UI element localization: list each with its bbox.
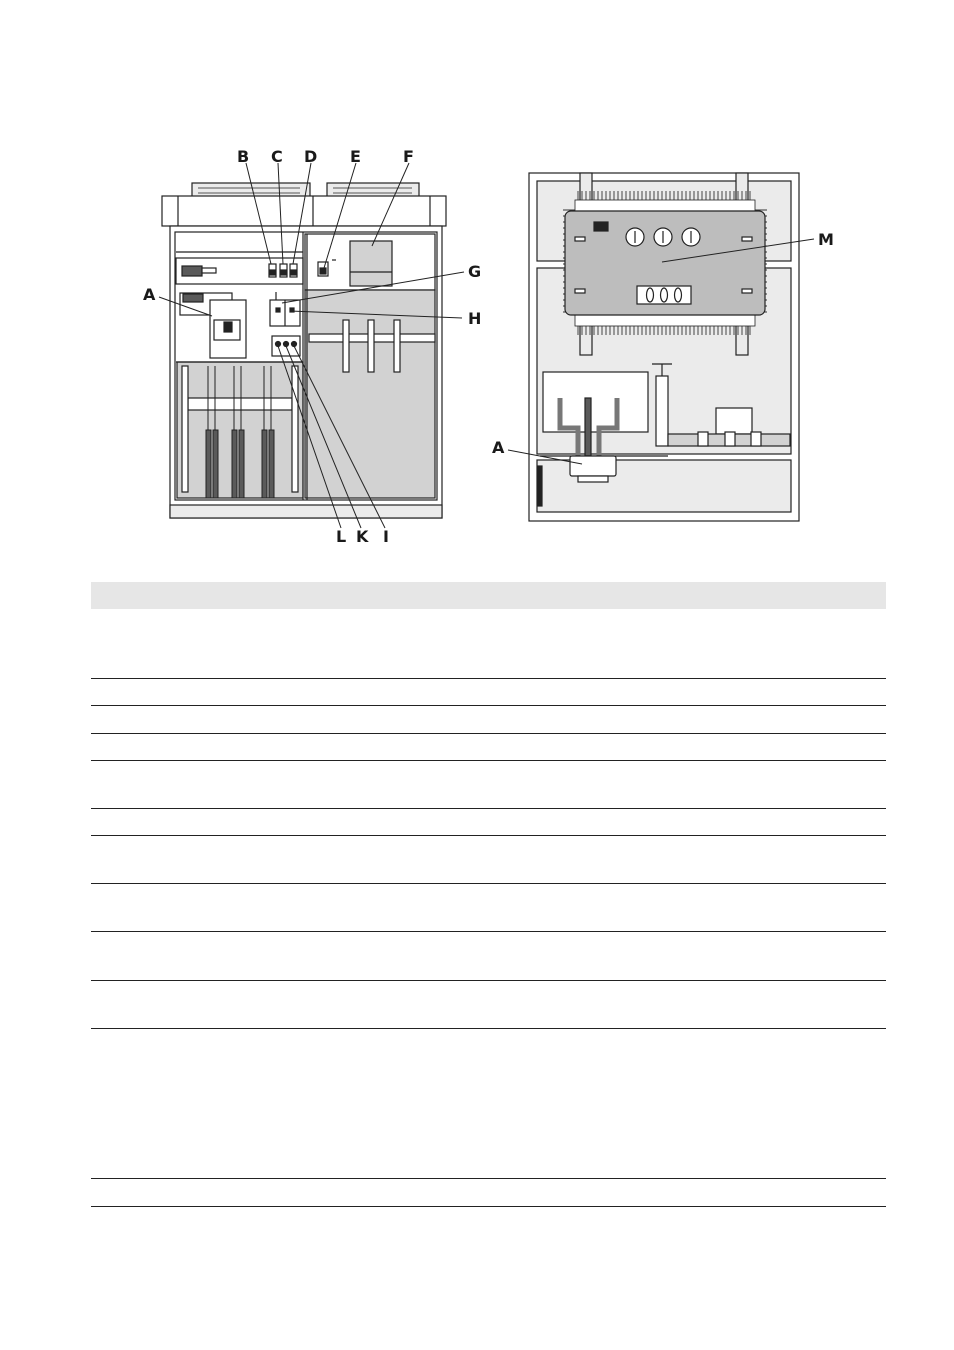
row-key <box>91 679 155 705</box>
table-row <box>91 1179 886 1207</box>
row-description <box>155 1029 886 1178</box>
row-key <box>91 706 155 733</box>
label-g: G <box>468 262 482 281</box>
row-description <box>155 609 886 678</box>
row-description <box>155 836 886 883</box>
table-row <box>91 706 886 734</box>
row-key <box>91 1179 155 1206</box>
table-row <box>91 1029 886 1179</box>
row-description <box>155 734 886 760</box>
left-cabinet <box>162 183 446 518</box>
legend-table-header <box>91 582 886 609</box>
row-key <box>91 981 155 1028</box>
row-key <box>91 1029 155 1178</box>
row-key <box>91 884 155 931</box>
table-row <box>91 734 886 761</box>
cabinet-diagram <box>0 0 954 560</box>
table-row <box>91 609 886 679</box>
label-a-left: A <box>143 285 156 304</box>
label-k: K <box>356 527 369 546</box>
row-description <box>155 706 886 733</box>
label-a-right: A <box>492 438 505 457</box>
row-key <box>91 932 155 980</box>
table-row <box>91 981 886 1029</box>
row-description <box>155 761 886 808</box>
row-description <box>155 932 886 980</box>
label-e: E <box>350 147 361 166</box>
label-c: C <box>271 147 283 166</box>
row-description <box>155 809 886 835</box>
label-d: D <box>304 147 318 166</box>
row-key <box>91 761 155 808</box>
row-key <box>91 734 155 760</box>
label-m: M <box>818 230 834 249</box>
row-key <box>91 836 155 883</box>
label-i: I <box>383 527 389 546</box>
label-b: B <box>237 147 250 166</box>
row-description <box>155 884 886 931</box>
row-description <box>155 981 886 1028</box>
row-key <box>91 609 155 678</box>
label-l: L <box>336 527 347 546</box>
row-description <box>155 679 886 705</box>
label-f: F <box>403 147 414 166</box>
table-row <box>91 679 886 706</box>
row-key <box>91 809 155 835</box>
right-cabinet <box>529 173 799 521</box>
row-description <box>155 1179 886 1206</box>
table-row <box>91 932 886 981</box>
label-h: H <box>468 309 482 328</box>
table-row <box>91 884 886 932</box>
table-row <box>91 761 886 809</box>
table-row <box>91 809 886 836</box>
table-row <box>91 836 886 884</box>
legend-table <box>91 582 886 1207</box>
